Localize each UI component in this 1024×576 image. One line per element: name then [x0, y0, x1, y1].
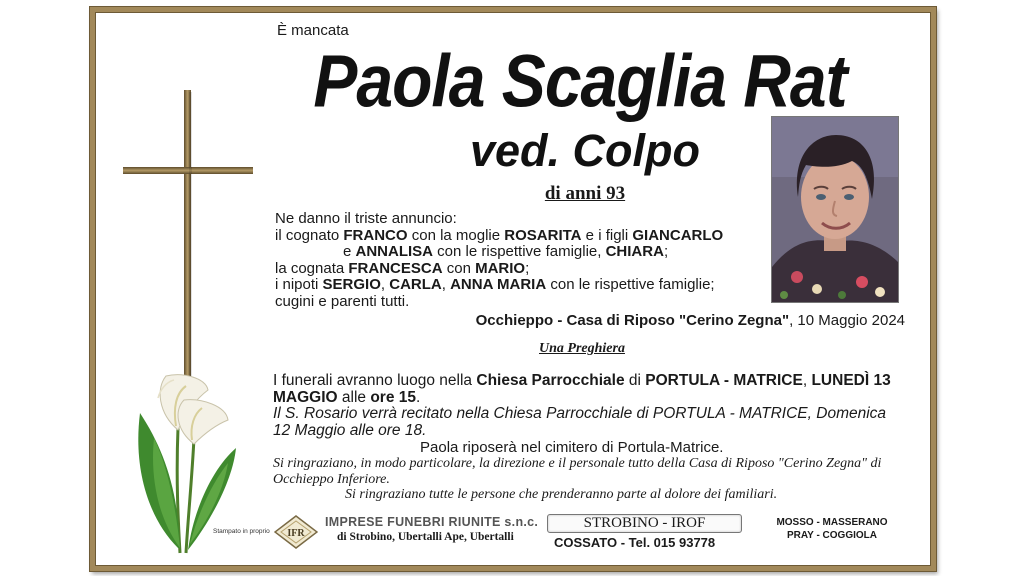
- bold-text-run: MARIO: [475, 259, 526, 277]
- cross-icon: [118, 90, 258, 390]
- printed-note: Stampato in proprio: [213, 528, 270, 535]
- bold-text-run: CHIARA: [605, 243, 664, 260]
- text-run: la cognata: [275, 259, 349, 277]
- ifr-logo-icon: [274, 515, 318, 549]
- text-run: ,: [380, 276, 390, 293]
- funeral-info: [273, 373, 905, 406]
- towns-line-2: PRAY - COGGIOLA: [786, 530, 877, 541]
- announcement-lead: Ne danno il triste annuncio:: [275, 210, 457, 227]
- bold-text-run: ore 15: [370, 388, 417, 406]
- announcement-line-1: [275, 228, 755, 245]
- place-text: Occhieppo - Casa di Riposo "Cerino Zegna": [475, 312, 790, 329]
- bold-text-run: ANNA MARIA: [450, 276, 547, 293]
- towns-line-1: MOSSO - MASSERANO: [776, 517, 888, 528]
- bold-text-run: ANNALISA: [355, 243, 434, 260]
- age-text: di anni 93: [544, 183, 626, 204]
- text-run: con la moglie: [407, 226, 505, 244]
- text-run: con le rispettive famiglie,: [433, 243, 606, 260]
- bold-text-run: FRANCESCA: [348, 259, 443, 277]
- announcement-line-3: [275, 261, 755, 278]
- text-run: con le rispettive famiglie;: [546, 276, 715, 293]
- text-run: I funerali avranno luogo nella: [273, 372, 477, 389]
- brand-box: STROBINO - IROF: [547, 514, 742, 533]
- text-run: .: [416, 388, 421, 406]
- phone-text: COSSATO - Tel. 015 93778: [554, 535, 716, 550]
- bold-text-run: FRANCO: [343, 226, 408, 244]
- bold-text-run: LUNEDÌ 13 MAGGIO: [273, 372, 891, 406]
- bold-text-run: Chiesa Parrocchiale: [476, 372, 625, 389]
- logo-letters: IFR: [287, 528, 305, 539]
- announcement-line-2: [275, 244, 755, 261]
- text-run: di: [624, 372, 646, 389]
- widow-of: ved. Colpo: [469, 125, 700, 176]
- thanks-text-2: Si ringraziano tutte le persone che prenderanno parte al dolore dei familiari.: [345, 487, 778, 502]
- burial-info: Paola riposerà nel cimitero di Portula-Matrice.: [420, 439, 724, 456]
- text-run: i nipoti: [275, 276, 323, 293]
- text-run: il cognato: [275, 226, 344, 244]
- text-run: alle: [337, 388, 371, 406]
- text-run: ,: [441, 276, 451, 293]
- text-run: ;: [525, 259, 530, 277]
- text-run: ;: [663, 243, 669, 260]
- deceased-photo: [771, 116, 899, 303]
- announcement: [275, 211, 755, 310]
- company-owners: di Strobino, Ubertalli Ape, Ubertalli: [337, 531, 514, 543]
- prayer-link[interactable]: Una Preghiera: [539, 341, 625, 356]
- bold-text-run: PORTULA - MATRICE: [645, 372, 803, 389]
- text-run: con: [442, 259, 476, 277]
- bold-text-run: SERGIO: [322, 276, 381, 293]
- rosary-info: Il S. Rosario verrà recitato nella Chiesa Parrocchiale di PORTULA - MATRICE, Domenica 12 Maggio alle ore 18.: [273, 405, 887, 439]
- company-name: IMPRESE FUNEBRI RIUNITE s.n.c.: [325, 515, 539, 529]
- announcement-line-5: cugini e parenti tutti.: [275, 292, 410, 310]
- thanks-text-1: Si ringraziano, in modo particolare, la direzione e il personale tutto della Casa di Riposo "Cerino Zegna" di Occhieppo Inferiore.: [273, 456, 882, 487]
- place-date: [420, 312, 905, 329]
- deceased-name: Paola Scaglia Rat: [313, 39, 847, 123]
- bold-text-run: CARLA: [389, 276, 442, 293]
- intro-text: È mancata: [277, 22, 349, 39]
- text-run: e: [343, 243, 356, 260]
- bold-text-run: ROSARITA: [504, 226, 582, 244]
- announcement-line-4: [275, 277, 755, 294]
- text-run: ,: [802, 372, 812, 389]
- bold-text-run: GIANCARLO: [632, 226, 724, 244]
- text-run: e i figli: [581, 226, 633, 244]
- date-text: , 10 Maggio 2024: [789, 312, 905, 329]
